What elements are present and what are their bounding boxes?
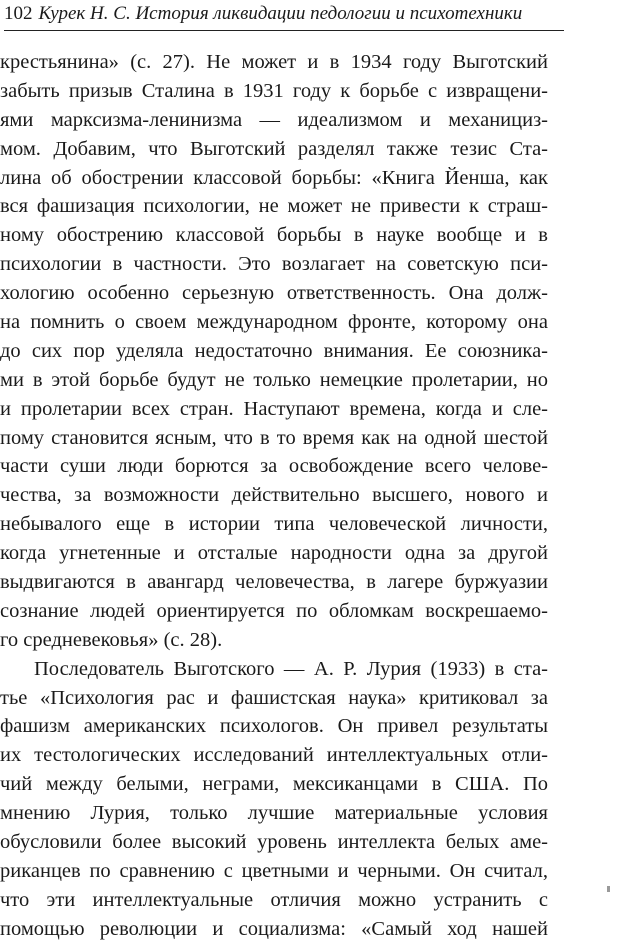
text-line: лина об обострении классовой борьбы: «Книга Йенша, как — [0, 166, 548, 189]
text-line: на помнить о своем международном фронте, которому она — [0, 311, 548, 334]
text-line: когда угнетенные и отсталые народности одна за другой — [0, 542, 548, 565]
text-line: небывалого еще в истории типа человеческой личности, — [0, 513, 548, 536]
text-line: и пролетарии всех стран. Наступают времена, когда и сле- — [0, 397, 548, 420]
text-line: мнению Лурия, только лучшие материальные условия — [0, 802, 548, 825]
text-line: ями марксизма-ленинизма — идеализмом и механициз- — [0, 108, 548, 131]
text-line: забыть призыв Сталина в 1931 году к борьбе с извращени- — [0, 79, 548, 102]
page-number: 102 — [4, 3, 33, 24]
text-line: пому становится ясным, что в то время как на одной шестой — [0, 426, 548, 449]
paragraph-1 — [0, 48, 548, 655]
text-line: риканцев по сравнению с цветными и черными. Он считал, — [0, 859, 548, 882]
text-line: тье «Психология рас и фашистская наука» критиковал за — [0, 686, 548, 709]
text-line: го средневековья» (с. 28). — [0, 628, 223, 651]
text-line: обусловили более высокий уровень интеллекта белых аме- — [0, 831, 548, 854]
running-title: Курек Н. С. История ликвидации педологии и психотехники — [38, 3, 523, 24]
text-line: их тестологических исследований интеллектуальных отли- — [0, 744, 548, 767]
text-line: мом. Добавим, что Выготский разделял также тезис Ста- — [0, 137, 548, 160]
text-line: фашизм американских психологов. Он привел результаты — [0, 715, 548, 738]
text-line: сознание людей ориентируется по обломкам воскрешаемо- — [0, 599, 548, 622]
body-text — [0, 48, 548, 944]
text-line: крестьянина» (с. 27). Не может и в 1934 году Выготский — [0, 51, 548, 73]
text-line: Последователь Выготского — А. Р. Лурия (1933) в ста- — [34, 657, 548, 680]
text-line: ми в этой борьбе будут не только немецкие пролетарии, но — [0, 368, 548, 391]
text-line: хологию особенно серьезную ответственность. Она долж- — [0, 282, 548, 305]
text-line: помощью революции и социализма: «Самый ход нашей — [0, 917, 548, 940]
scan-speck — [607, 886, 610, 892]
paragraph-2 — [0, 655, 548, 944]
running-header — [4, 2, 564, 31]
text-line: до сих пор уделяла недостаточно внимания. Ее союзника- — [0, 339, 548, 362]
text-line: чества, за возможности действительно высшего, нового и — [0, 484, 548, 507]
text-line: выдвигаются в авангард человечества, в лагере буржуазии — [0, 571, 548, 594]
text-line: чий между белыми, неграми, мексиканцами в США. По — [0, 773, 548, 796]
text-line: части суши люди борются за освобождение всего челове- — [0, 455, 548, 478]
text-line: что эти интеллектуальные отличия можно устранить с — [0, 888, 548, 911]
text-line: вся фашизация психологии, не может не привести к страш- — [0, 195, 548, 218]
text-line: психологии в частности. Это возлагает на советскую пси- — [0, 253, 548, 276]
text-line: ному обострению классовой борьбы в науке вообще и в — [0, 224, 548, 247]
